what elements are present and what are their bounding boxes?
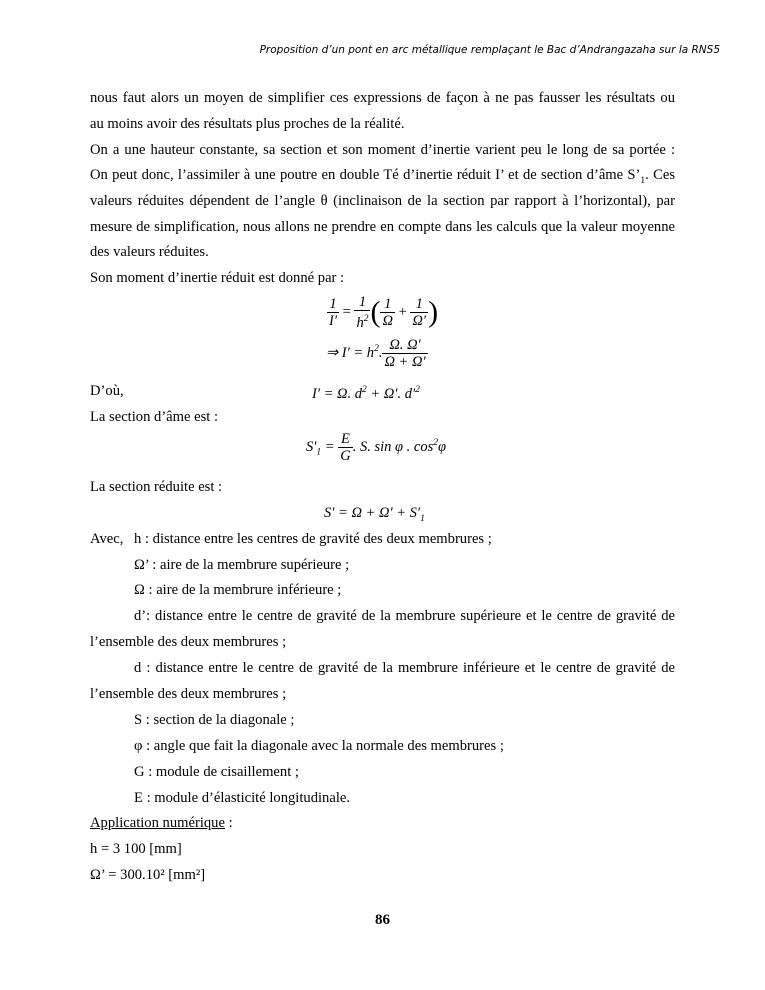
formula-text: S′ [306,438,317,455]
formula-inertia-sum [312,382,420,403]
formula-text: . S. sin φ . cos [352,438,434,455]
denominator: Ω + Ω′ [384,354,426,370]
numerator: 1 [410,296,428,313]
denominator [354,311,370,331]
paragraph-line: D’où, [90,383,124,399]
application-colon: : [224,815,233,831]
definition-s: S : section de la diagonale ; [134,712,295,728]
fraction [410,296,428,329]
application-heading [90,815,233,832]
definition-omega: Ω : aire de la membrure inférieure ; [134,582,342,598]
fraction [338,431,352,464]
formula-reduced-section [324,505,425,528]
numerator: E [338,431,352,448]
paragraph-line: nous faut alors un moyen de simplifier ces expressions de façon à ne pas fausser les résultats ou [90,90,675,106]
definition-e: E : module d’élasticité longitudinale. [134,790,351,806]
denominator: Ω′ [412,312,427,329]
equals-sign: = [342,303,351,320]
superscript: 2 [362,385,367,395]
paragraph-line: La section réduite est : [90,479,223,495]
formula-text: I′ = Ω. d [312,385,363,402]
text-run: On peut donc, l’assimiler à une poutre en double Té d’inertie réduit I’ et de section d’âme S’ [90,167,641,183]
definition-g: G : module de cisaillement ; [134,764,299,780]
superscript: 2 [363,314,369,324]
formula-text: S′ = Ω + Ω′ + S′ [324,505,421,521]
paragraph-line [90,167,675,190]
fraction [382,337,427,370]
superscript: 2 [374,344,379,354]
definition-d-prime: d’: distance entre le centre de gravité de la membrure supérieure et le centre de gravité de [134,608,675,624]
definition-d-prime-cont: l’ensemble des deux membrures ; [90,634,287,650]
paragraph-line: Son moment d’inertie réduit est donné par : [90,270,345,286]
subscript: 1 [640,175,646,186]
definition-d: d : distance entre le centre de gravité de la membrure inférieure et le centre de gravité de [134,660,675,676]
value-h: h = 3 100 [mm] [90,841,182,857]
plus-sign: + [398,303,407,320]
definition-omega-prime: Ω’ : aire de la membrure supérieure ; [134,557,350,573]
definition-h: h : distance entre les centres de gravité des deux membrures ; [134,531,492,547]
paragraph-line: mesure de simplification, nous allons ne prendre en compte dans les calculs que la valeur moyenne [90,219,675,235]
fraction [327,296,339,329]
denominator: G [340,448,351,464]
superscript: 2 [415,385,420,395]
formula-text: ⇒ I′ = h [326,344,375,361]
formula-text: . [378,344,383,361]
fraction [354,294,370,331]
text-run: . Ces [645,167,675,183]
paragraph-line: au moins avoir des résultats plus proches de la réalité. [90,116,405,132]
running-header: Proposition d’un pont en arc métallique remplaçant le Bac d’Andrangazaha sur la RNS5 [259,44,720,56]
paragraph-line: valeurs réduites dépendent de l’angle θ (inclinaison de la section par rapport à l’horizontal), par [90,193,675,209]
numerator: Ω. Ω′ [382,337,427,354]
paren-open: ( [370,295,381,329]
numerator: 1 [354,294,370,311]
value-omega-prime: Ω’ = 300.10² [mm²] [90,867,206,883]
definition-phi: φ : angle que fait la diagonale avec la normale des membrures ; [134,738,504,754]
formula-text: = [321,438,339,455]
numerator: 1 [327,296,339,313]
subscript: 1 [316,447,322,458]
denominator: I′ [329,312,338,329]
fraction [380,296,395,329]
subscript: 1 [420,513,425,524]
formula-text: + Ω′. d′ [366,385,416,402]
denominator: Ω [382,312,393,329]
formula-reduced-inertia [326,337,428,370]
definition-d-cont: l’ensemble des deux membrures ; [90,686,287,702]
formula-text: φ [437,438,447,455]
paren-close: ) [428,295,439,329]
formula-inverse-inertia [327,294,438,331]
symbol: h [356,314,364,331]
paragraph-line: On a une hauteur constante, sa section et son moment d’inertie varient peu le long de sa portée : [90,142,675,158]
numerator: 1 [380,296,395,313]
paragraph-line: La section d’âme est : [90,409,219,425]
definition-intro: Avec, [90,531,124,547]
page-number: 86 [375,912,390,928]
superscript: 2 [433,438,438,448]
paragraph-line: des valeurs réduites. [90,244,209,260]
formula-web-section [306,431,446,464]
application-title: Application numérique [90,815,225,831]
